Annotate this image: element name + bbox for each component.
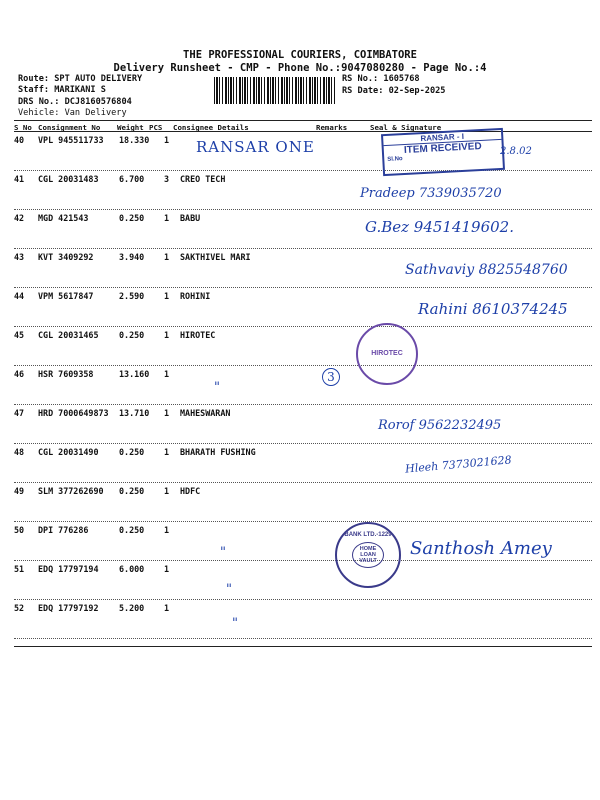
row-49-consignee: HDFC (180, 486, 201, 496)
row-50-pcs: 1 (164, 525, 170, 535)
row-50-weight: 0.250 (119, 525, 145, 535)
row-52-consignment: EDQ 17797192 (38, 603, 99, 613)
col-pcs: PCS (149, 123, 163, 132)
ditto-mark-52: " (232, 616, 238, 631)
row-46-weight: 13.160 (119, 369, 150, 379)
row-separator (14, 599, 592, 600)
row-47-sno: 47 (14, 408, 25, 418)
row-separator (14, 521, 592, 522)
row-44-consignee: ROHINI (180, 291, 211, 301)
ditto-mark-51: " (226, 582, 232, 597)
header-bottom-border (14, 131, 592, 132)
row-41-consignment: CGL 20031483 (38, 174, 99, 184)
col-weight: Weight (117, 123, 144, 132)
handwritten-sig-44: Rahini 8610374245 (418, 300, 568, 318)
row-41-pcs: 3 (164, 174, 170, 184)
row-47-weight: 13.710 (119, 408, 150, 418)
row-50-sno: 50 (14, 525, 25, 535)
bank-stamp-name: BANK LTD.-1229 (344, 532, 392, 538)
row-40-consignment: VPL 945511733 (38, 135, 104, 145)
row-48-weight: 0.250 (119, 447, 145, 457)
row-separator (14, 638, 592, 639)
handwritten-sig-50: Santhosh Amey (410, 538, 552, 559)
row-separator (14, 248, 592, 249)
stamp-ransar-title: RANSAR - I (383, 130, 501, 146)
row-49-consignment: SLM 377262690 (38, 486, 104, 496)
row-44-weight: 2.590 (119, 291, 145, 301)
rs-number: RS No.: 1605768 (342, 74, 420, 84)
row-51-consignment: EDQ 17797194 (38, 564, 99, 574)
row-50-consignment: DPI 776286 (38, 525, 89, 535)
row-43-weight: 3.940 (119, 252, 145, 262)
row-47-consignee: MAHESWARAN (180, 408, 231, 418)
barcode (214, 77, 336, 104)
stamp-item-received: ITEM RECEIVED (403, 140, 482, 157)
circled-number-3: 3 (322, 368, 340, 386)
row-separator (14, 365, 592, 366)
row-49-pcs: 1 (164, 486, 170, 496)
drs-label: DRS No.: DCJ8160576804 (18, 97, 132, 107)
bank-stamp (335, 522, 401, 588)
row-44-sno: 44 (14, 291, 25, 301)
row-47-pcs: 1 (164, 408, 170, 418)
row-51-pcs: 1 (164, 564, 170, 574)
row-separator (14, 209, 592, 210)
row-separator (14, 287, 592, 288)
ditto-mark-46: " (214, 380, 220, 395)
rs-date: RS Date: 02-Sep-2025 (342, 86, 446, 96)
table-bottom-border (14, 646, 592, 647)
row-52-sno: 52 (14, 603, 25, 613)
row-45-consignment: CGL 20031465 (38, 330, 99, 340)
row-43-sno: 43 (14, 252, 25, 262)
row-41-consignee: CREO TECH (180, 174, 226, 184)
row-40-weight: 18.330 (119, 135, 150, 145)
row-40-sno: 40 (14, 135, 25, 145)
handwritten-sig-43: Sathvaviy 8825548760 (405, 262, 568, 278)
company-title: THE PROFESSIONAL COURIERS, COIMBATORE (183, 49, 417, 61)
row-41-weight: 6.700 (119, 174, 145, 184)
row-52-weight: 5.200 (119, 603, 145, 613)
row-44-consignment: VPM 5617847 (38, 291, 94, 301)
row-48-consignee: BHARATH FUSHING (180, 447, 256, 457)
row-42-consignee: BABU (180, 213, 201, 223)
row-separator (14, 482, 592, 483)
row-separator (14, 404, 592, 405)
row-43-consignment: KVT 3409292 (38, 252, 94, 262)
ditto-mark-50: " (220, 545, 226, 560)
row-42-weight: 0.250 (119, 213, 145, 223)
runsheet-subtitle: Delivery Runsheet - CMP - Phone No.:9047080280 - Page No.:4 (113, 62, 487, 74)
vehicle-label: Vehicle: Van Delivery (18, 108, 127, 118)
row-52-pcs: 1 (164, 603, 170, 613)
handwritten-sig-48: Hleeh 7373021628 (404, 453, 513, 476)
row-45-consignee: HIROTEC (180, 330, 216, 340)
row-42-pcs: 1 (164, 213, 170, 223)
handwritten-consignee-40: RANSAR ONE (196, 138, 315, 156)
row-48-sno: 48 (14, 447, 25, 457)
row-43-pcs: 1 (164, 252, 170, 262)
row-45-weight: 0.250 (119, 330, 145, 340)
row-49-sno: 49 (14, 486, 25, 496)
handwritten-sig-40: 2.8.02 (500, 146, 532, 157)
row-separator (14, 443, 592, 444)
col-consignment: Consignment No (38, 123, 101, 132)
row-46-pcs: 1 (164, 369, 170, 379)
handwritten-sig-42: G.Bez 9451419602. (365, 218, 514, 236)
staff-label: Staff: MARIKANI S (18, 85, 106, 95)
row-44-pcs: 1 (164, 291, 170, 301)
row-49-weight: 0.250 (119, 486, 145, 496)
row-42-consignment: MGD 421543 (38, 213, 89, 223)
row-separator (14, 326, 592, 327)
row-51-sno: 51 (14, 564, 25, 574)
row-48-consignment: CGL 20031490 (38, 447, 99, 457)
row-40-pcs: 1 (164, 135, 170, 145)
col-remarks: Remarks (316, 123, 348, 132)
row-43-consignee: SAKTHIVEL MARI (180, 252, 251, 262)
col-seal-signature: Seal & Signature (370, 123, 442, 132)
row-45-sno: 45 (14, 330, 25, 340)
row-51-weight: 6.000 (119, 564, 145, 574)
row-separator (14, 560, 592, 561)
row-42-sno: 42 (14, 213, 25, 223)
bank-stamp-inner: HOME LOAN VAULT (352, 542, 384, 568)
row-41-sno: 41 (14, 174, 25, 184)
table-top-border (14, 120, 592, 121)
handwritten-sig-41: Pradeep 7339035720 (360, 186, 502, 201)
row-separator (14, 170, 592, 171)
row-46-sno: 46 (14, 369, 25, 379)
row-47-consignment: HRD 7000649873 (38, 408, 109, 418)
row-45-pcs: 1 (164, 330, 170, 340)
handwritten-sig-47: Rorof 9562232495 (378, 418, 502, 433)
row-46-consignment: HSR 7609358 (38, 369, 94, 379)
row-48-pcs: 1 (164, 447, 170, 457)
col-sno: S No (14, 123, 32, 132)
hirotec-stamp: HIROTEC (356, 323, 418, 385)
stamp-sl-no: Sl.No (387, 156, 403, 163)
route-label: Route: SPT AUTO DELIVERY (18, 74, 143, 84)
col-consignee: Consignee Details (173, 123, 249, 132)
item-received-stamp (381, 128, 505, 176)
